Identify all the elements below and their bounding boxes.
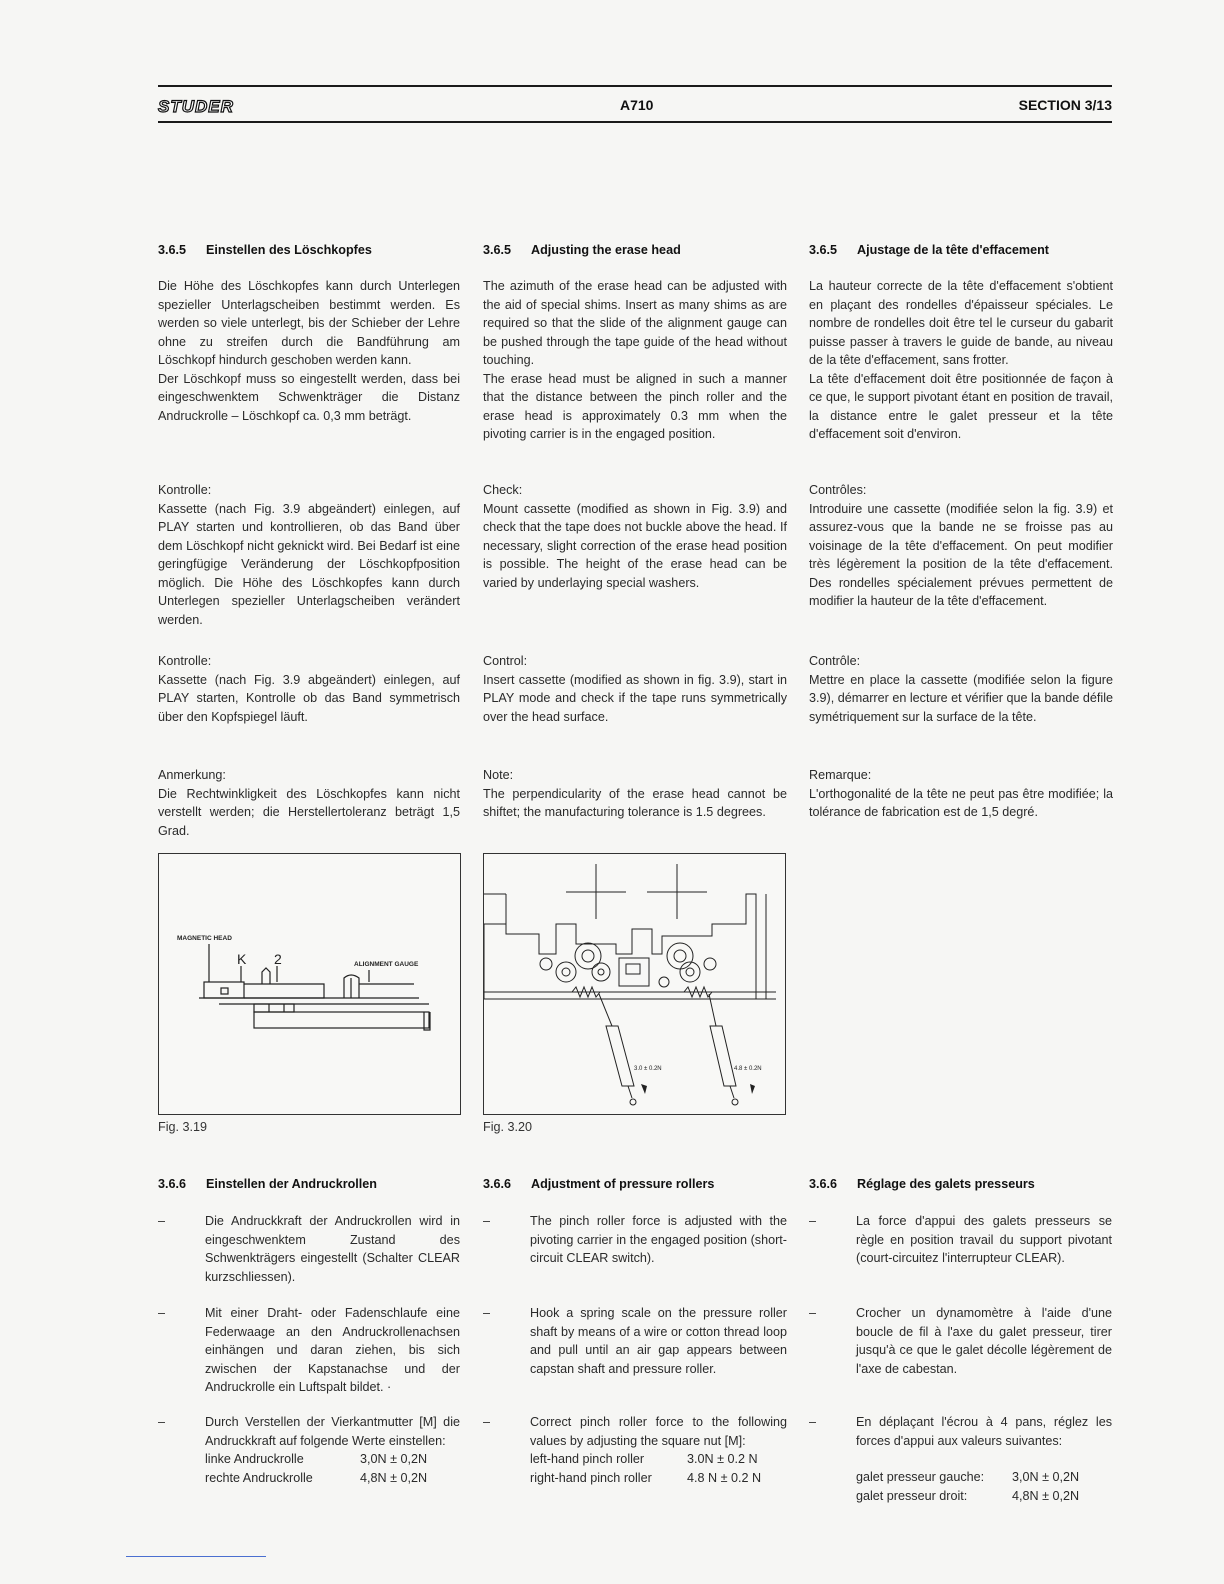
list-item-text: Die Andruckkraft der Andruckrollen wird in eingeschwenktem Zustand des Schwenkträgers eingestellt (Schalter CLEAR kurzschliessen). bbox=[205, 1214, 460, 1284]
paragraph: Der Löschkopf muss so eingestellt werden, dass bei eingeschwenktem Schwenkträger die Distanz Andruckrolle – Löschkopf ca. 0,3 mm beträgt. bbox=[158, 371, 460, 423]
list-item-text: La force d'appui des galets presseurs se règle en position travail du support pivotant (court-circuitez l'interrupteur CLEAR). bbox=[856, 1214, 1112, 1265]
list-dash: – bbox=[809, 1214, 817, 1228]
note-label: Remarque: bbox=[809, 768, 872, 782]
paragraph: Die Rechtwinkligkeit des Löschkopfes kann nicht verstellt werden; die Herstellertoleranz beträgt 1,5 Grad. bbox=[158, 786, 460, 838]
force-values bbox=[205, 1450, 460, 1487]
note-label: Note: bbox=[483, 768, 514, 782]
paragraph: The erase head must be aligned in such a manner that the distance between the pinch roller and the erase head is approximately 0.3 mm when the pivoting carrier is in the engaged position. bbox=[483, 371, 787, 441]
label-2: 2 bbox=[274, 951, 282, 967]
note-365-fr bbox=[809, 766, 1113, 822]
control-label: Control: bbox=[483, 654, 528, 668]
paragraph: L'orthogonalité de la tête ne peut pas être modifiée; la tolérance de fabrication est de 1,5 degré. bbox=[809, 786, 1113, 819]
body-365-de bbox=[158, 277, 460, 425]
footer-link-line bbox=[126, 1556, 266, 1557]
check-label: Check: bbox=[483, 483, 523, 497]
label-left-force: 3.0 ± 0.2N bbox=[634, 1066, 662, 1072]
heading-365-de: 3.6.5 Einstellen des Löschkopfes bbox=[158, 243, 372, 257]
paragraph: Insert cassette (modified as shown in fig. 3.9), start in PLAY mode and check if the tape runs symmetrically over the head surface. bbox=[483, 672, 787, 724]
value-label: galet presseur gauche: bbox=[856, 1470, 985, 1484]
control-365-de bbox=[158, 652, 460, 726]
model-number: A710 bbox=[620, 97, 654, 113]
list-dash: – bbox=[809, 1415, 817, 1429]
studer-logo: STUDER bbox=[158, 97, 234, 116]
value-label: linke Andruckrolle bbox=[205, 1452, 304, 1466]
control-365-fr bbox=[809, 652, 1113, 726]
paragraph: Kassette (nach Fig. 3.9 abgeändert) einlegen, auf PLAY starten, Kontrolle ob das Band symmetrisch über den Kopfspiegel läuft. bbox=[158, 672, 460, 724]
value: 3,0N ± 0,2N bbox=[360, 1452, 428, 1466]
list-dash: – bbox=[158, 1415, 166, 1429]
label-alignment-gauge: ALIGNMENT GAUGE bbox=[354, 961, 419, 968]
heading-365-fr: 3.6.5 Ajustage de la tête d'effacement bbox=[809, 243, 1049, 257]
list-dash: – bbox=[158, 1214, 166, 1228]
list-item-text: Crocher un dynamomètre à l'aide d'une boucle de fil à l'axe du galet presseur, tirer jusqu'à ce que le galet décolle légèrement de l'axe de cabestan. bbox=[856, 1306, 1112, 1376]
list-item-text bbox=[205, 1413, 460, 1487]
value: 3.0N ± 0.2 N bbox=[687, 1452, 758, 1466]
list-dash: – bbox=[483, 1415, 491, 1429]
list-dash: – bbox=[158, 1306, 166, 1320]
control-label: Contrôle: bbox=[809, 654, 861, 668]
paragraph: La tête d'effacement doit être positionnée de façon à ce que, le support pivotant étant en position de travail, la distance entre le galet presseur et la tête d'effacement soit d'environ. bbox=[809, 371, 1113, 441]
paragraph: The perpendicularity of the erase head cannot be shiftet; the manufacturing tolerance is 1.5 degrees. bbox=[483, 786, 787, 819]
label-magnetic-head: MAGNETIC HEAD bbox=[177, 935, 232, 942]
value: 4,8N ± 0,2N bbox=[1012, 1488, 1080, 1503]
force-values bbox=[856, 1468, 1112, 1505]
note-365-de bbox=[158, 766, 460, 840]
header-bottom-rule bbox=[158, 121, 1112, 123]
check-365-fr bbox=[809, 481, 1113, 611]
header-top-rule bbox=[158, 85, 1112, 87]
heading-366-fr: 3.6.6 Réglage des galets presseurs bbox=[809, 1177, 1035, 1191]
list-dash: – bbox=[483, 1306, 491, 1320]
value-label: right-hand pinch roller bbox=[530, 1470, 652, 1485]
heading-365-en: 3.6.5 Adjusting the erase head bbox=[483, 243, 681, 257]
force-values bbox=[530, 1450, 787, 1487]
value-label: rechte Andruckrolle bbox=[205, 1470, 313, 1485]
paragraph: The azimuth of the erase head can be adjusted with the aid of special shims. Insert as many shims as are required so that the slide of the alignment gauge can be pushed through the tape guide of the head without touching. bbox=[483, 279, 787, 367]
check-label: Kontrolle: bbox=[158, 483, 212, 497]
label-right-force: 4.8 ± 0.2N bbox=[734, 1066, 762, 1072]
paragraph: Introduire une cassette (modifiée selon la fig. 3.9) et assurez-vous que la bande ne se froisse pas au voisinage de la tête d'effacement. On peut modifier très légèrement la position de la tête d'effacement. Des rondelles spécialement prévues permettent de modifier la hauteur de la tête d'effacement. bbox=[809, 501, 1113, 608]
list-item-text bbox=[530, 1413, 787, 1487]
figure-caption: Fig. 3.19 bbox=[158, 1120, 208, 1134]
list-item-text: The pinch roller force is adjusted with the pivoting carrier in the engaged position (short-circuit CLEAR switch). bbox=[530, 1214, 787, 1265]
list-item-text bbox=[856, 1413, 1112, 1505]
section-number: SECTION 3/13 bbox=[1018, 97, 1112, 113]
check-365-en bbox=[483, 481, 787, 592]
list-item-intro: Durch Verstellen der Vierkantmutter [M] die Andruckkraft auf folgende Werte einstellen: bbox=[205, 1415, 460, 1448]
body-365-en bbox=[483, 277, 787, 444]
control-365-en bbox=[483, 652, 787, 726]
figure-caption: Fig. 3.20 bbox=[483, 1120, 533, 1134]
paragraph: Kassette (nach Fig. 3.9 abgeändert) einlegen, auf PLAY starten und kontrollieren, ob das Band über dem Löschkopf nicht geknickt wird. Bei Bedarf ist eine geringfügige Veränderung der Löschkopfposition möglich. Die Höhe des Löschkopfes kann durch Unterlegen spezieller Unterlagscheiben verändert werden. bbox=[158, 501, 460, 627]
label-k: K bbox=[237, 951, 247, 967]
check-365-de bbox=[158, 481, 460, 629]
note-365-en bbox=[483, 766, 787, 822]
list-dash: – bbox=[483, 1214, 491, 1228]
heading-366-en: 3.6.6 Adjustment of pressure rollers bbox=[483, 1177, 715, 1191]
value: 4,8N ± 0,2N bbox=[360, 1470, 428, 1485]
paragraph: La hauteur correcte de la tête d'effacement s'obtient en plaçant des rondelles d'épaisseur spéciales. Le nombre de rondelles doit être tel le curseur du gabarit puisse passer à travers le guide de bande, au niveau de la tête d'effacement, sans frotter. bbox=[809, 279, 1113, 367]
paragraph: Mount cassette (modified as shown in Fig. 3.9) and check that the tape does not buckle above the head. If necessary, slight correction of the erase head position is possible. The height of the erase head can be varied by underlaying special washers. bbox=[483, 501, 787, 590]
value: 3,0N ± 0,2N bbox=[1012, 1470, 1080, 1484]
list-dash: – bbox=[809, 1306, 817, 1320]
list-item-intro: Correct pinch roller force to the following values by adjusting the square nut [M]: bbox=[530, 1415, 787, 1448]
figure-3-20 bbox=[483, 853, 786, 1115]
list-item-text: Hook a spring scale on the pressure roller shaft by means of a wire or cotton thread loop and pull until an air gap appears between capstan shaft and pressure roller. bbox=[530, 1306, 787, 1376]
value-label: galet presseur droit: bbox=[856, 1488, 968, 1503]
body-365-fr bbox=[809, 277, 1113, 444]
list-item-intro: En déplaçant l'écrou à 4 pans, réglez les forces d'appui aux valeurs suivantes: bbox=[856, 1415, 1112, 1448]
value: 4.8 N ± 0.2 N bbox=[687, 1470, 762, 1485]
erase-head-gauge-drawing bbox=[159, 854, 460, 1114]
figure-3-19 bbox=[158, 853, 461, 1115]
list-item-text: Mit einer Draht- oder Fadenschlaufe eine Federwaage an den Andruckrollenachsen einhängen und daran ziehen, bis sich zwischen der Kapstanachse und der Andruckrolle ein Luftspalt bildet. · bbox=[205, 1306, 460, 1394]
check-label: Contrôles: bbox=[809, 483, 867, 497]
paragraph: Mettre en place la cassette (modifiée selon la figure 3.9), démarrer en lecture et vérifier que la bande défile symétriquement sur la surface de la tête. bbox=[809, 672, 1113, 724]
value-label: left-hand pinch roller bbox=[530, 1452, 645, 1466]
note-label: Anmerkung: bbox=[158, 768, 226, 782]
paragraph: Die Höhe des Löschkopfes kann durch Unterlegen spezieller Unterlagscheiben bestimmt werden. Es werden so viele unterlegt, bis der Schieber der Lehre ohne zu streifen durch die Bandführung am Löschkopf hindurch geschoben werden kann. bbox=[158, 279, 460, 367]
control-label: Kontrolle: bbox=[158, 654, 212, 668]
heading-366-de: 3.6.6 Einstellen der Andruckrollen bbox=[158, 1177, 377, 1191]
pressure-roller-drawing bbox=[484, 854, 785, 1114]
